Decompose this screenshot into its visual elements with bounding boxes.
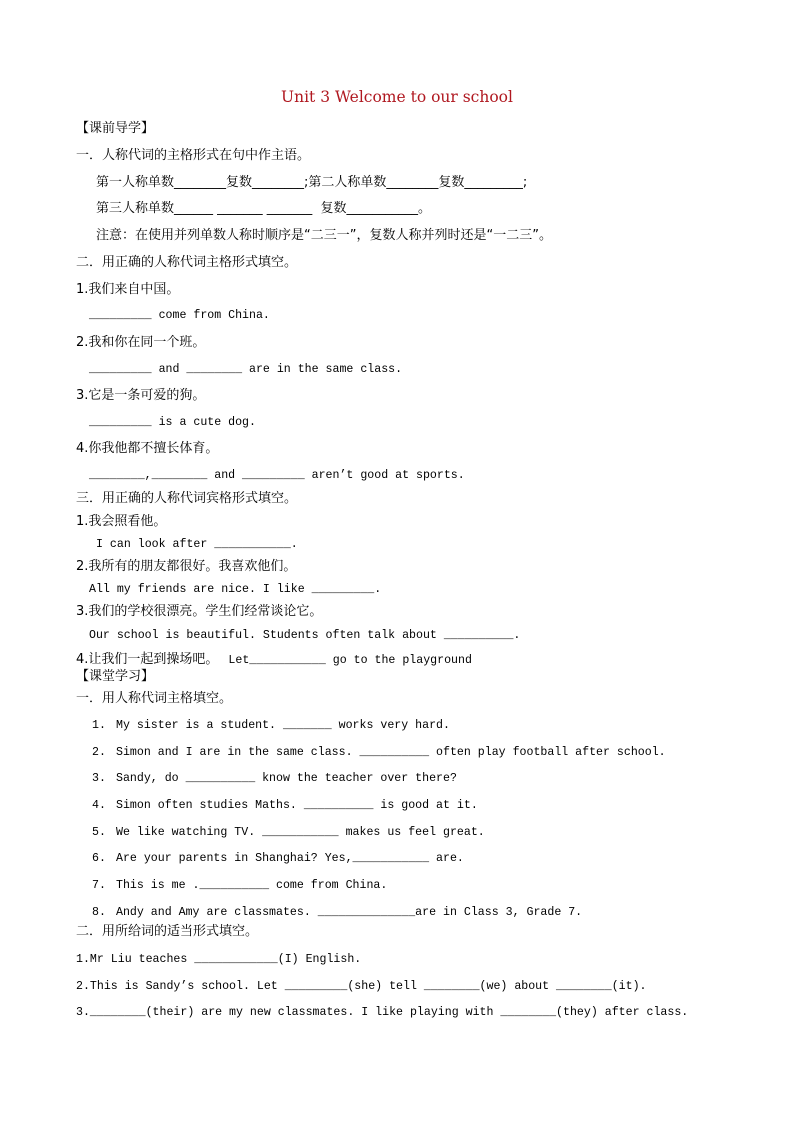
- part1-heading: 一．人称代词的主格形式在句中作主语。: [76, 148, 311, 163]
- part3-item-4-cn: 4.让我们一起到操场吧。: [76, 652, 219, 667]
- exercise-item-2-text: Simon and I are in the same class. __________ often play football after school.: [116, 746, 666, 759]
- part3-item-1-cn: 1.我会照看他。: [76, 514, 167, 529]
- exercise-item-1-number: 1.: [92, 719, 106, 732]
- part2-item-1-en: _________ come from China.: [89, 309, 270, 322]
- exercise-item-2-number: 2.: [92, 746, 106, 759]
- part2-item-2-en: _________ and ________ are in the same class.: [89, 363, 403, 376]
- part1-note: 注意：在使用并列单数人称时顺序是“二三一”，复数人称并列时还是“一二三”。: [96, 228, 552, 243]
- part2-item-1-cn: 1.我们来自中国。: [76, 282, 180, 297]
- exercise-item-8-number: 8.: [92, 906, 106, 919]
- exercise-item-7-text: This is me .__________ come from China.: [116, 879, 388, 892]
- part2-item-3-cn: 3.它是一条可爱的狗。: [76, 388, 206, 403]
- exercise-item-3-text: Sandy, do __________ know the teacher over there?: [116, 772, 457, 785]
- part2-item-3-en: _________ is a cute dog.: [89, 416, 256, 429]
- part3-item-1-en: I can look after ___________.: [96, 538, 298, 551]
- part2-item-4-en: ________,________ and _________ aren’t good at sports.: [89, 469, 465, 482]
- exercise-item-8-text: Andy and Amy are classmates. ______________are in Class 3, Grade 7.: [116, 906, 583, 919]
- exercise-item-4-text: Simon often studies Maths. __________ is good at it.: [116, 799, 478, 812]
- section-heading-in-class: 【课堂学习】: [76, 669, 155, 684]
- part3-item-4-en: Let___________ go to the playground: [228, 654, 472, 667]
- exercise-item-3-number: 3.: [92, 772, 106, 785]
- part3-heading: 三．用正确的人称代词宾格形式填空。: [76, 491, 298, 506]
- exercise-item-7-number: 7.: [92, 879, 106, 892]
- page-title: Unit 3 Welcome to our school: [281, 88, 513, 106]
- in-class-part1-heading: 一．用人称代词主格填空。: [76, 691, 233, 706]
- exercise-item-5-text: We like watching TV. ___________ makes us feel great.: [116, 826, 485, 839]
- exercise-item-5-number: 5.: [92, 826, 106, 839]
- part1-fill-line-1: 第一人称单数________复数________;第二人称单数________复数_________;: [96, 175, 528, 190]
- part2-item-4-cn: 4.你我他都不擅长体育。: [76, 441, 219, 456]
- exercise-item-6-text: Are your parents in Shanghai? Yes,___________ are.: [116, 852, 464, 865]
- part3-item-2-en: All my friends are nice. I like _________.: [89, 583, 382, 596]
- form-item-3: 3.________(their) are my new classmates. I like playing with ________(they) after class.: [76, 1006, 689, 1019]
- part3-item-4: [76, 650, 472, 669]
- form-item-2: 2.This is Sandy’s school. Let _________(she) tell ________(we) about ________(it).: [76, 980, 647, 993]
- section-heading-pre-study: 【课前导学】: [76, 121, 155, 136]
- part2-heading: 二．用正确的人称代词主格形式填空。: [76, 255, 298, 270]
- part1-fill-line-2: 第三人称单数______ _______ _______ 复数___________。: [96, 201, 432, 216]
- exercise-item-4-number: 4.: [92, 799, 106, 812]
- exercise-item-1-text: My sister is a student. _______ works very hard.: [116, 719, 450, 732]
- in-class-part2-heading: 二．用所给词的适当形式填空。: [76, 924, 259, 939]
- part2-item-2-cn: 2.我和你在同一个班。: [76, 335, 206, 350]
- part3-item-3-cn: 3.我们的学校很漂亮。学生们经常谈论它。: [76, 604, 323, 619]
- exercise-item-6-number: 6.: [92, 852, 106, 865]
- part3-item-2-cn: 2.我所有的朋友都很好。我喜欢他们。: [76, 559, 297, 574]
- part3-item-3-en: Our school is beautiful. Students often talk about __________.: [89, 629, 521, 642]
- form-item-1: 1.Mr Liu teaches ____________(I) English.: [76, 953, 362, 966]
